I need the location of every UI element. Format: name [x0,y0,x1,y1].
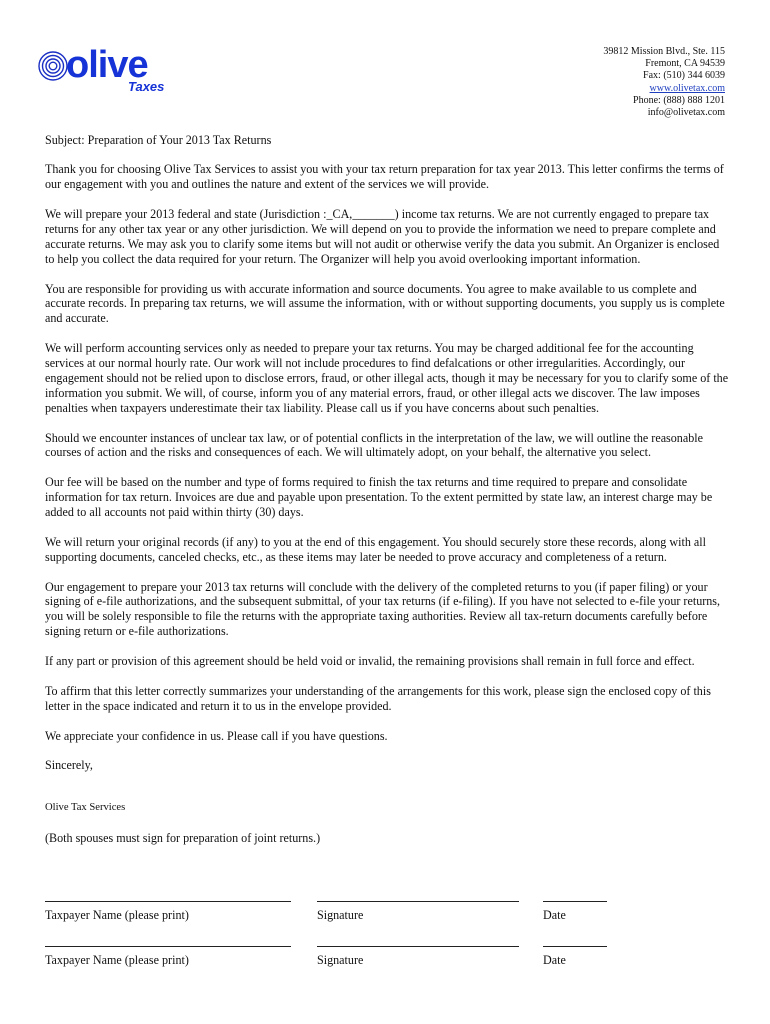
date-field[interactable] [543,898,607,923]
company-address-block [603,46,725,119]
spouse-signing-note: (Both spouses must sign for preparation of joint returns.) [45,830,321,845]
date-label: Date [543,953,566,967]
logo-sub-text: Taxes [128,79,165,94]
letter-closing: Sincerely, [45,758,93,773]
letter-paragraph: Should we encounter instances of unclear tax law, or of potential conflicts in the interpretation of the law, we will outline the reasonable courses of action and the risks and consequences of each. We will ultimately adopt, on your behalf, the alternative you select. [45,430,703,460]
address-street: 39812 Mission Blvd., Ste. 115 [603,46,725,57]
address-fax: Fax: (510) 344 6039 [643,70,725,82]
address-phone: Phone: (888) 888 1201 [633,94,725,106]
olive-taxes-logo [36,40,176,100]
letter-paragraph: If any part or provision of this agreement should be held void or invalid, the remaining provisions shall remain in full force and effect. [45,654,695,669]
signature-line [45,946,291,947]
signature-field[interactable] [317,943,519,968]
letter-paragraph: Our engagement to prepare your 2013 tax returns will conclude with the delivery of the completed returns to you (if paper filing) or your signing of e-file authorizations, and the subsequent submittal, of your tax returns (if e-filing). If you have not selected to e-file your returns, you will be solely responsible to file the returns with the appropriate taxing authorities. Review all tax-return documents carefully before signing return or e-file authorizations. [45,579,721,639]
signature-label: Signature [317,953,364,967]
olive-logo-mark [36,40,176,100]
signature-line [317,946,519,947]
signature-line [317,901,519,902]
letter-paragraph: Thank you for choosing Olive Tax Services to assist you with your tax return preparation for tax year 2013. This letter confirms the terms of our engagement with you and outlines the nature and extent of the services we will provide. [45,162,724,192]
taxpayer-name-field[interactable] [45,943,291,968]
letter-sender: Olive Tax Services [45,802,126,814]
signature-line [543,946,607,947]
letter-paragraph: We will prepare your 2013 federal and state (Jurisdiction :_CA,_______) income tax returns. We are not currently engaged to prepare tax returns for any other tax year or any other jurisdiction. We will depend on you to provide the information we need to prepare complete and accurate returns. We may ask you to clarify some items but will not audit or otherwise verify the data you submit. An Organizer is enclosed to help you collect the data required for your return. The Organizer will help you avoid overlooking important information. [45,207,720,266]
letter-paragraph: We will return your original records (if any) to you at the end of this engagement. You should securely store these records, along with all supporting documents, canceled checks, etc., as these items may later be needed to prove accuracy and completeness of a return. [45,534,706,564]
letter-subject: Subject: Preparation of Your 2013 Tax Returns [45,133,272,147]
signature-line [45,901,291,902]
address-email: info@olivetax.com [647,107,725,119]
website-link[interactable]: www.olivetax.com [649,82,725,94]
letter-paragraph: You are responsible for providing us with accurate information and source documents. You agree to make available to us complete and accurate records. In preparing tax returns, we will assume the information, with or without supporting documents, you supply us is complete and accurate. [45,281,725,326]
signature-field[interactable] [317,898,519,923]
signature-row-1 [45,898,735,928]
signature-row-2 [45,943,735,973]
address-city: Fremont, CA 94539 [645,58,725,70]
signature-label: Signature [317,908,364,922]
taxpayer-name-field[interactable] [45,898,291,923]
taxpayer-name-label: Taxpayer Name (please print) [45,953,189,967]
letter-paragraph: We will perform accounting services only as needed to prepare your tax returns. You may be charged additional fee for the accounting services at our normal hourly rate. Our work will not include procedures to find defalcations or other irregularities. Accordingly, our engagement should not be relied upon to disclose errors, fraud, or other illegal acts, though it may be necessary for you to clarify some of the information you submit. We will, of course, inform you of any material errors, fraud, or other illegal acts we discover. The law imposes penalties when taxpayers underestimate their tax liability. Please call us if you have concerns about such penalties. [45,341,729,415]
date-label: Date [543,908,566,922]
engagement-letter-body [45,133,730,860]
taxpayer-name-label: Taxpayer Name (please print) [45,908,189,922]
letter-paragraph: We appreciate your confidence in us. Please call if you have questions. [45,728,388,743]
signature-line [543,901,607,902]
logo-brand-text: olive [66,44,148,86]
date-field[interactable] [543,943,607,968]
letter-paragraph: Our fee will be based on the number and type of forms required to finish the tax returns and time required to prepare and consolidate information for tax return. Invoices are due and payable upon presentation. To the extent permitted by state law, an interest charge may be added to all accounts not paid within thirty (30) days. [45,475,713,520]
letter-paragraph: To affirm that this letter correctly summarizes your understanding of the arrangements for this work, please sign the enclosed copy of this letter in the space indicated and return it to us in the envelope provided. [45,683,711,713]
